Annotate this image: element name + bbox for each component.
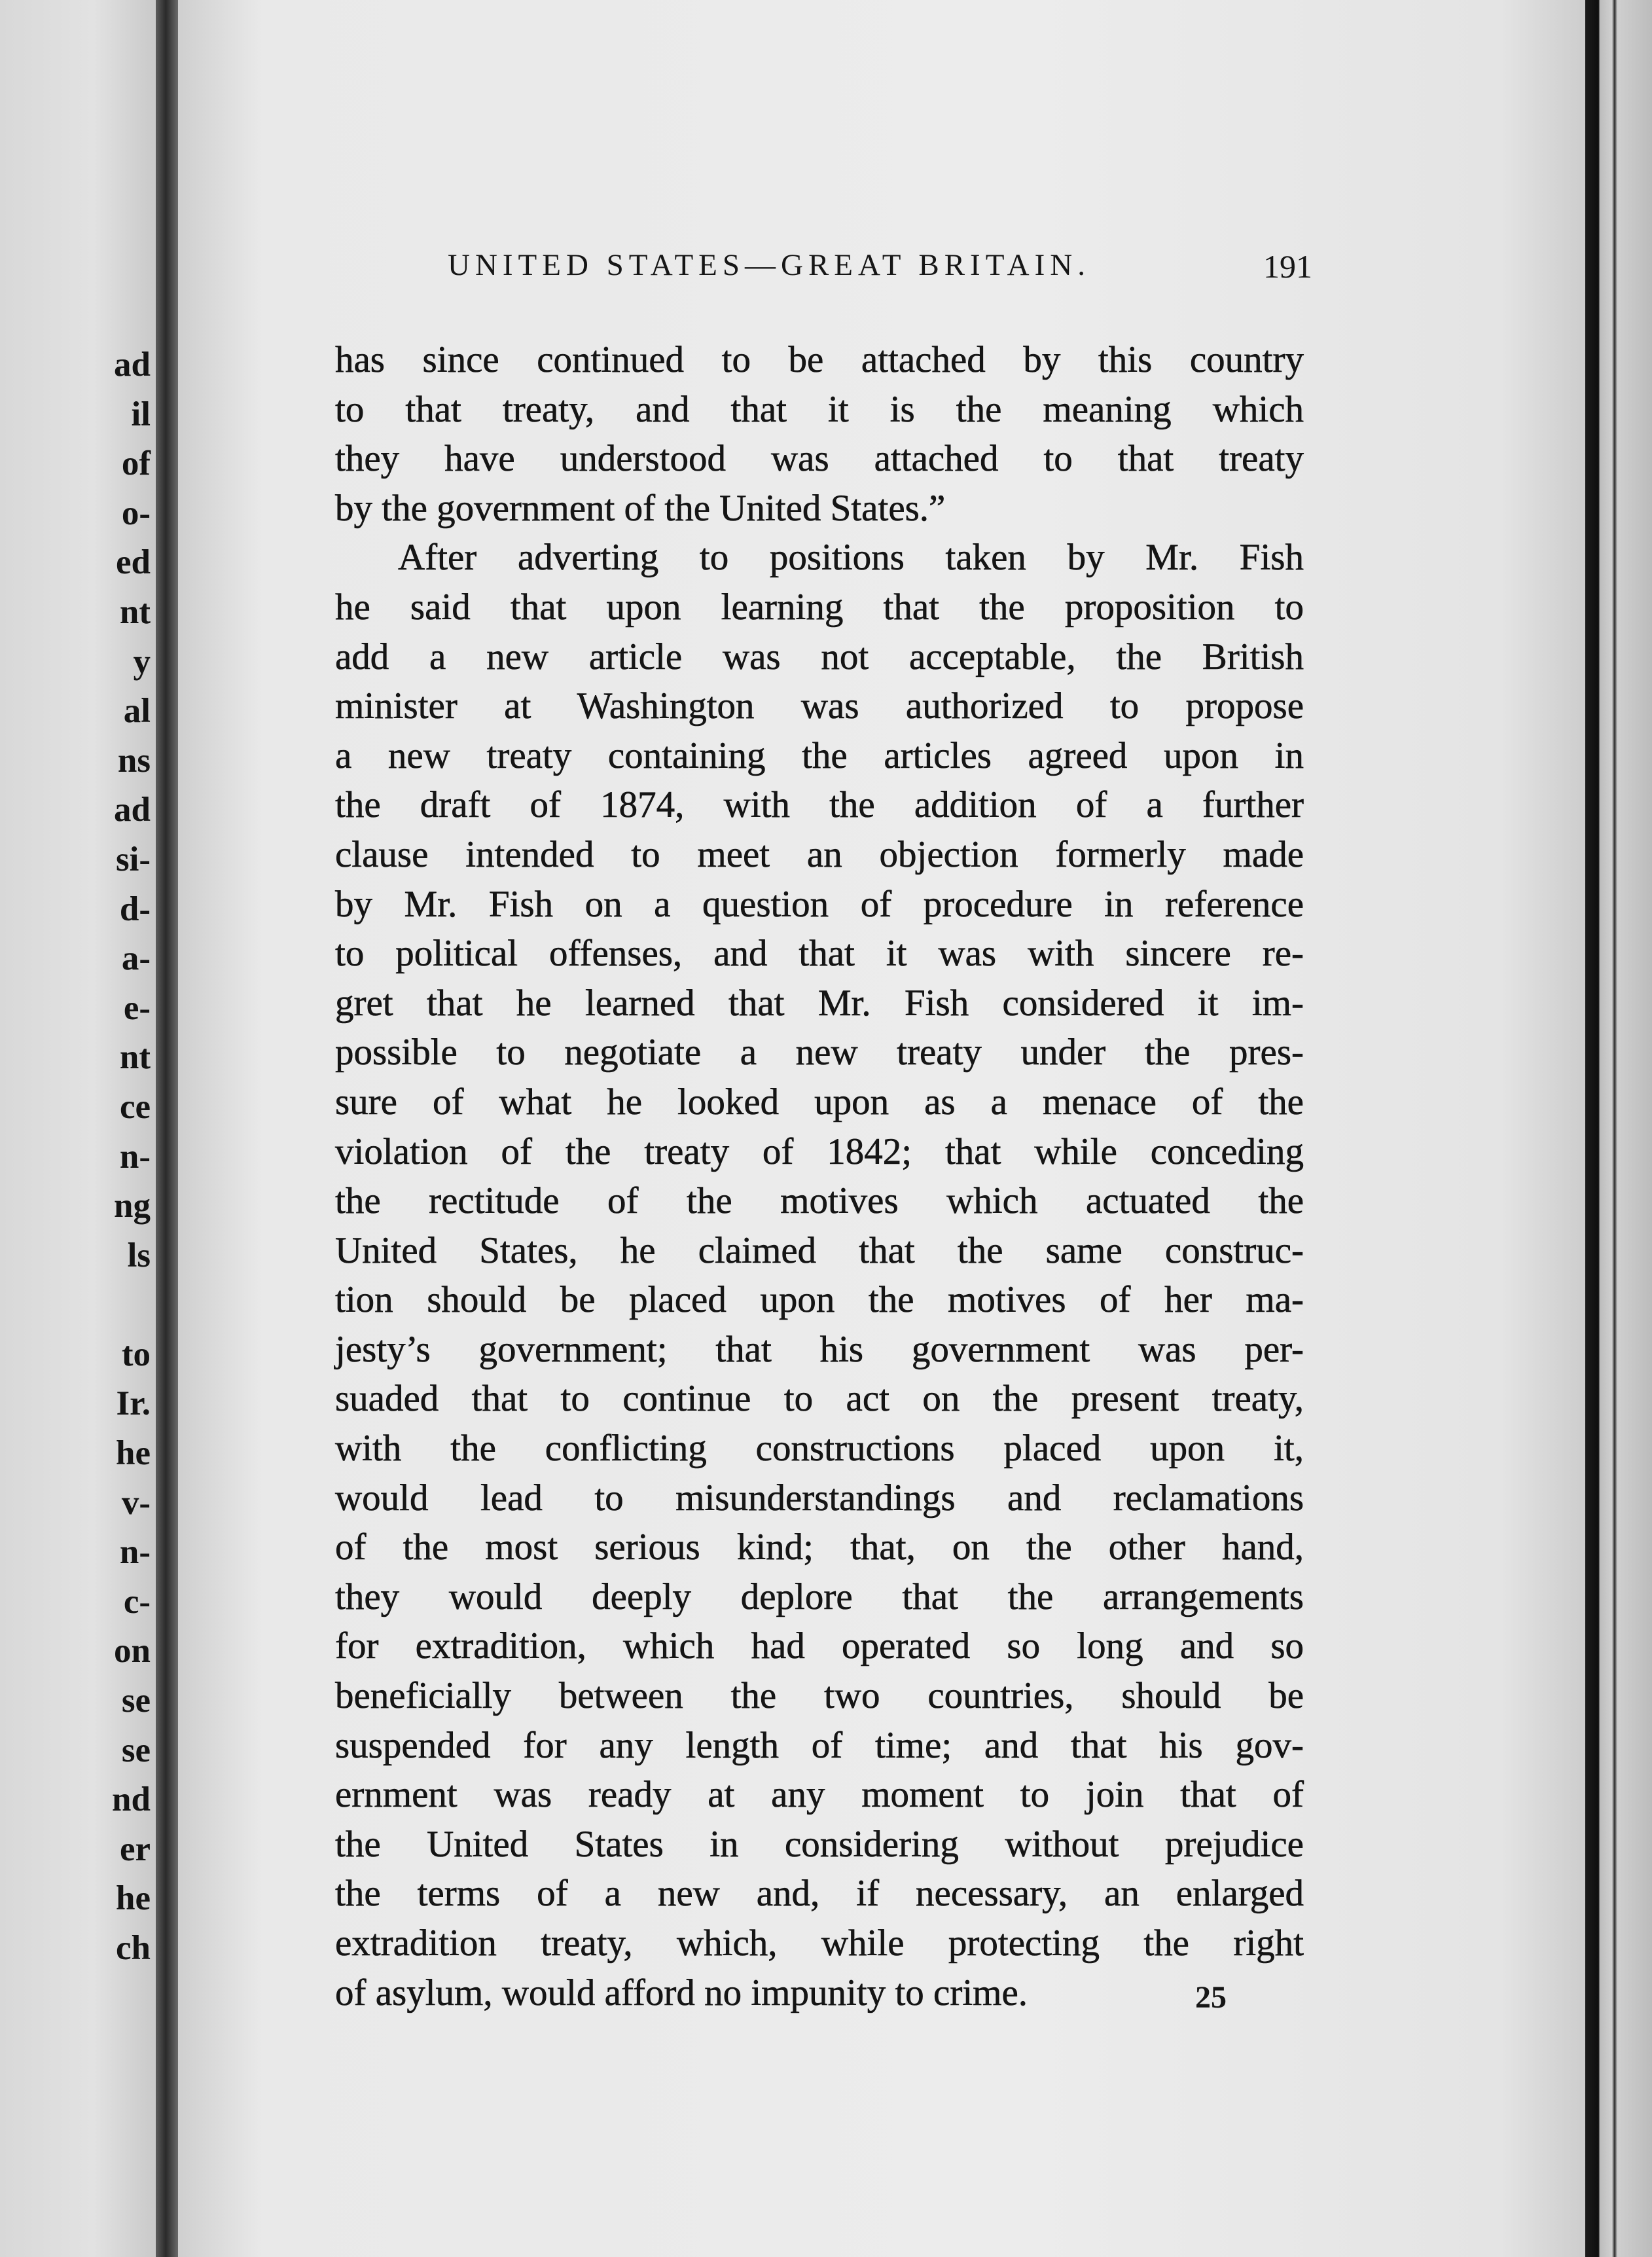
text-line: gret that he learned that Mr. Fish considered it im- (335, 982, 1304, 1024)
text-line: by Mr. Fish on a question of procedure in reference (335, 883, 1304, 925)
facing-page-fragment-line (112, 1280, 151, 1330)
text-line: suaded that to continue to act on the present treaty, (335, 1378, 1304, 1420)
text-line: possible to negotiate a new treaty under the pres- (335, 1032, 1304, 1074)
text-line: ernment was ready at any moment to join that of (335, 1774, 1304, 1816)
page-edge-stack (1585, 0, 1652, 2257)
signature-mark: 25 (1195, 1980, 1227, 2015)
facing-page-fragment-line: Ir. (116, 1384, 151, 1423)
text-line: United States, he claimed that the same construc- (335, 1229, 1304, 1271)
facing-page-fragment-line: v- (121, 1483, 151, 1522)
facing-page-fragment-line: nt (119, 1038, 151, 1077)
facing-page-fragment (0, 0, 156, 2257)
page-number: 191 (1263, 248, 1312, 285)
text-line: a new treaty containing the articles agreed upon in (335, 734, 1304, 776)
text-line: they would deeply deplore that the arrangements (335, 1576, 1304, 1617)
text-line: has since continued to be attached by this country (335, 339, 1304, 380)
text-line: minister at Washington was authorized to propose (335, 685, 1304, 727)
facing-page-fragment-line: se (121, 1731, 151, 1769)
facing-page-fragment-line: ch (116, 1929, 151, 1967)
facing-page-fragment-line: to (121, 1335, 151, 1373)
facing-page-fragment-line: ed (116, 543, 151, 582)
facing-page-fragment-line: si- (116, 840, 151, 878)
text-line: suspended for any length of time; and that his gov- (335, 1724, 1304, 1766)
facing-page-fragment-line: e- (123, 988, 151, 1027)
text-line: After adverting to positions taken by Mr. Fish (398, 537, 1304, 579)
page-body-text (335, 335, 1304, 2017)
facing-page-fragment-line: of (121, 444, 151, 483)
paragraph (335, 335, 1304, 533)
text-line: extradition treaty, which, while protecting the right (335, 1923, 1304, 1964)
facing-page-fragment-line: il (131, 395, 151, 433)
text-line: violation of the treaty of 1842; that while conceding (335, 1130, 1304, 1172)
text-line: the rectitude of the motives which actuated the (335, 1180, 1304, 1222)
facing-page-line-endings (112, 340, 151, 1974)
facing-page-fragment-line: nd (112, 1780, 151, 1819)
facing-page-fragment-line: n- (119, 1533, 151, 1572)
facing-page-fragment-line: se (121, 1682, 151, 1720)
facing-page-fragment-line: d- (119, 890, 151, 928)
facing-page-fragment-line: on (114, 1632, 151, 1670)
text-line: they have understood was attached to that treaty (335, 438, 1304, 480)
text-line: by the government of the United States.” (335, 487, 946, 529)
facing-page-fragment-line: c- (123, 1582, 151, 1621)
text-line: he said that upon learning that the proposition to (335, 586, 1304, 628)
text-line: of the most serious kind; that, on the other hand, (335, 1526, 1304, 1568)
facing-page-fragment-line: ad (114, 346, 151, 384)
running-head (448, 247, 1312, 287)
facing-page-fragment-line: ad (114, 791, 151, 829)
text-line: add a new article was not acceptable, the British (335, 636, 1304, 677)
text-line: the draft of 1874, with the addition of a further (335, 784, 1304, 826)
facing-page-fragment-line: he (116, 1434, 151, 1473)
text-line: would lead to misunderstandings and reclamations (335, 1477, 1304, 1519)
book-gutter (156, 0, 178, 2257)
facing-page-fragment-line: ns (117, 741, 151, 780)
facing-page-fragment-line: er (119, 1830, 151, 1868)
text-line: of asylum, would afford no impunity to crime. (335, 1972, 1028, 2013)
running-head-title: UNITED STATES—GREAT BRITAIN. (448, 248, 1090, 282)
text-line: sure of what he looked upon as a menace of the (335, 1081, 1304, 1123)
facing-page-fragment-line: a- (121, 939, 151, 978)
facing-page-fragment-line: y (133, 642, 151, 681)
paragraph (335, 533, 1304, 2017)
text-line: to that treaty, and that it is the meaning which (335, 388, 1304, 430)
text-line: the terms of a new and, if necessary, an enlarged (335, 1873, 1304, 1915)
text-line: jesty’s government; that his government was per- (335, 1328, 1304, 1370)
text-line: to political offenses, and that it was with sincere re- (335, 933, 1304, 975)
text-line: clause intended to meet an objection formerly made (335, 833, 1304, 875)
facing-page-fragment-line: he (116, 1879, 151, 1918)
text-line: for extradition, which had operated so long and so (335, 1625, 1304, 1667)
facing-page-fragment-line: ng (114, 1187, 151, 1225)
facing-page-fragment-line: ce (119, 1087, 151, 1126)
text-line: with the conflicting constructions placed upon it, (335, 1428, 1304, 1470)
text-line: tion should be placed upon the motives of her ma- (335, 1279, 1304, 1321)
facing-page-fragment-line: n- (119, 1137, 151, 1176)
facing-page-fragment-line: al (123, 692, 151, 731)
facing-page-fragment-line: nt (119, 592, 151, 631)
facing-page-fragment-line: ls (127, 1236, 151, 1274)
facing-page-fragment-line: o- (121, 494, 151, 532)
text-line: beneficially between the two countries, should be (335, 1675, 1304, 1717)
text-line: the United States in considering without prejudice (335, 1823, 1304, 1865)
